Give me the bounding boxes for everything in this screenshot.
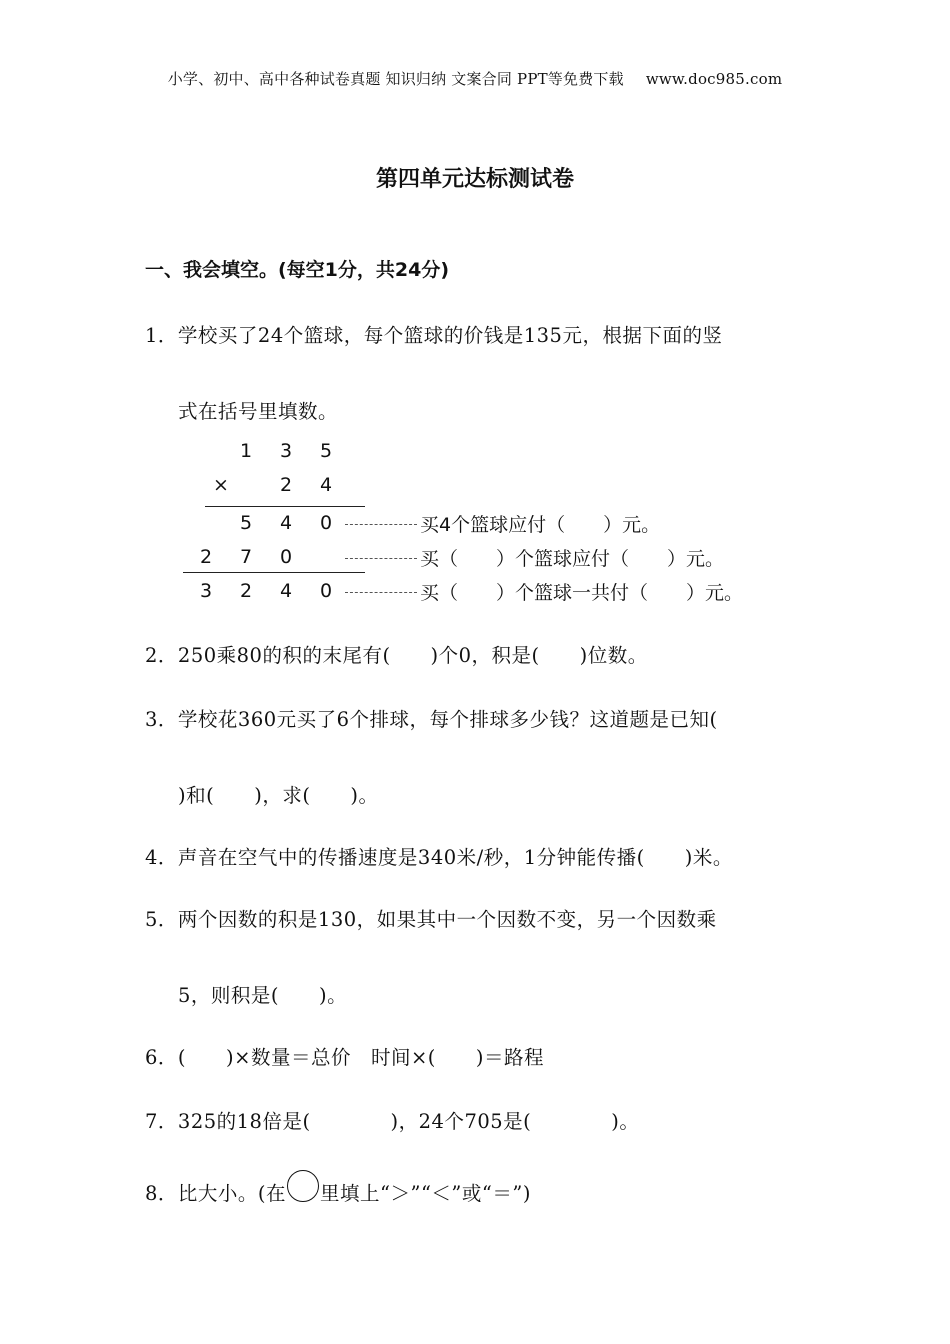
- page-header: [0, 68, 950, 89]
- calc-digit: 0: [319, 580, 333, 602]
- calc-digit: 2: [279, 474, 293, 496]
- times-sign: ×: [213, 474, 229, 496]
- question-8: [145, 1170, 531, 1206]
- leader-line: [345, 592, 417, 593]
- calc-digit: 4: [319, 474, 333, 496]
- question-7: 7．325的18倍是( )，24个705是( )。: [145, 1110, 640, 1133]
- section-heading: 一、我会填空。(每空1分，共24分): [145, 259, 450, 281]
- calc-digit: 4: [279, 512, 293, 534]
- calc-note-2: 买（ ）个篮球应付（ ）元。: [420, 548, 725, 570]
- question-2: 2．250乘80的积的末尾有( )个0，积是( )位数。: [145, 644, 648, 667]
- calc-digit: 5: [319, 440, 333, 462]
- leader-line: [345, 558, 417, 559]
- calc-digit: 1: [239, 440, 253, 462]
- question-3-line-2: )和( )，求( )。: [178, 784, 379, 807]
- calc-digit: 3: [279, 440, 293, 462]
- question-3-line-1: 3．学校花360元买了6个排球，每个排球多少钱？这道题是已知(: [145, 708, 718, 731]
- calc-digit: 4: [279, 580, 293, 602]
- question-1-line-2: 式在括号里填数。: [178, 400, 339, 423]
- header-site-link[interactable]: www.doc985.com: [645, 70, 783, 88]
- calc-digit: 2: [239, 580, 253, 602]
- page-title: 第四单元达标测试卷: [375, 167, 574, 192]
- calc-rule-bottom: [183, 572, 365, 573]
- question-1-line-1: 1．学校买了24个篮球，每个篮球的价钱是135元，根据下面的竖: [145, 324, 723, 347]
- circle-icon: [287, 1170, 319, 1202]
- calc-note-3: 买（ ）个篮球一共付（ ）元。: [420, 582, 744, 604]
- calc-digit: 0: [279, 546, 293, 568]
- question-8-suffix: 里填上“＞”“＜”或“＝”): [320, 1182, 531, 1205]
- question-5-line-2: 5，则积是( )。: [178, 984, 348, 1007]
- calc-digit: 0: [319, 512, 333, 534]
- question-4: 4．声音在空气中的传播速度是340米/秒，1分钟能传播( )米。: [145, 846, 733, 869]
- calc-digit: 3: [199, 580, 213, 602]
- calc-digit: 5: [239, 512, 253, 534]
- leader-line: [345, 524, 417, 525]
- calc-rule-top: [205, 506, 365, 507]
- question-5-line-1: 5．两个因数的积是130，如果其中一个因数不变，另一个因数乘: [145, 908, 717, 931]
- question-8-prefix: 8．比大小。(在: [145, 1182, 287, 1205]
- question-6: 6．( )×数量＝总价 时间×( )＝路程: [145, 1046, 545, 1069]
- header-text: 小学、初中、高中各种试卷真题 知识归纳 文案合同 PPT等免费下载: [167, 70, 624, 88]
- calc-note-1: 买4个篮球应付（ ）元。: [420, 514, 661, 536]
- calc-digit: 7: [239, 546, 253, 568]
- calc-digit: 2: [199, 546, 213, 568]
